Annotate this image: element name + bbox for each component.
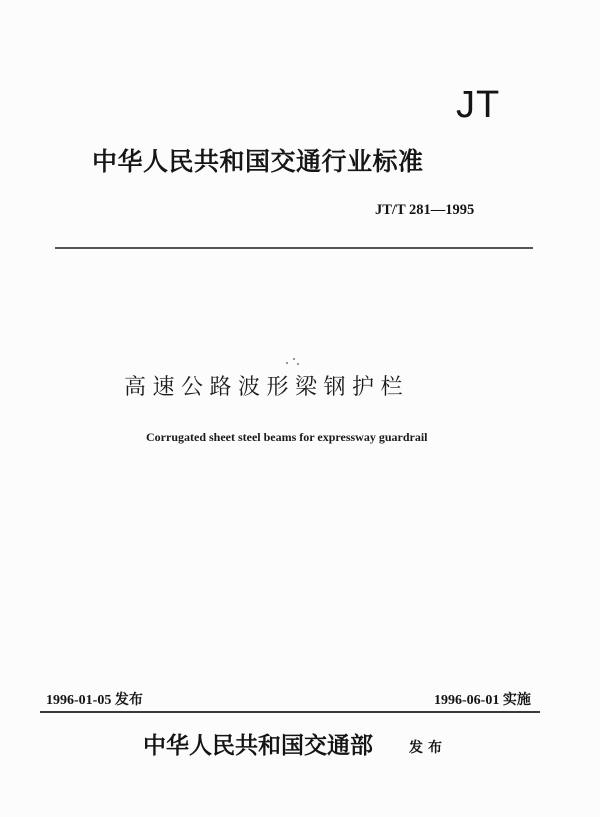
publisher-name: 中华人民共和国交通部 xyxy=(143,733,373,759)
implementation-date: 1996-06-01 实施 xyxy=(434,693,531,708)
document-title-english: Corrugated sheet steel beams for expressway guardrail xyxy=(146,430,428,444)
publish-label: 发布 xyxy=(409,740,447,756)
footer-divider xyxy=(40,711,540,713)
header-divider xyxy=(55,247,533,249)
issue-date: 1996-01-05 发布 xyxy=(46,693,143,708)
scan-specks xyxy=(286,356,300,366)
document-title-chinese: 高速公路波形梁钢护栏 xyxy=(124,375,410,400)
jt-logo: JT xyxy=(456,84,501,126)
standard-type-heading: 中华人民共和国交通行业标准 xyxy=(92,147,424,176)
standard-number: JT/T 281—1995 xyxy=(375,202,475,218)
